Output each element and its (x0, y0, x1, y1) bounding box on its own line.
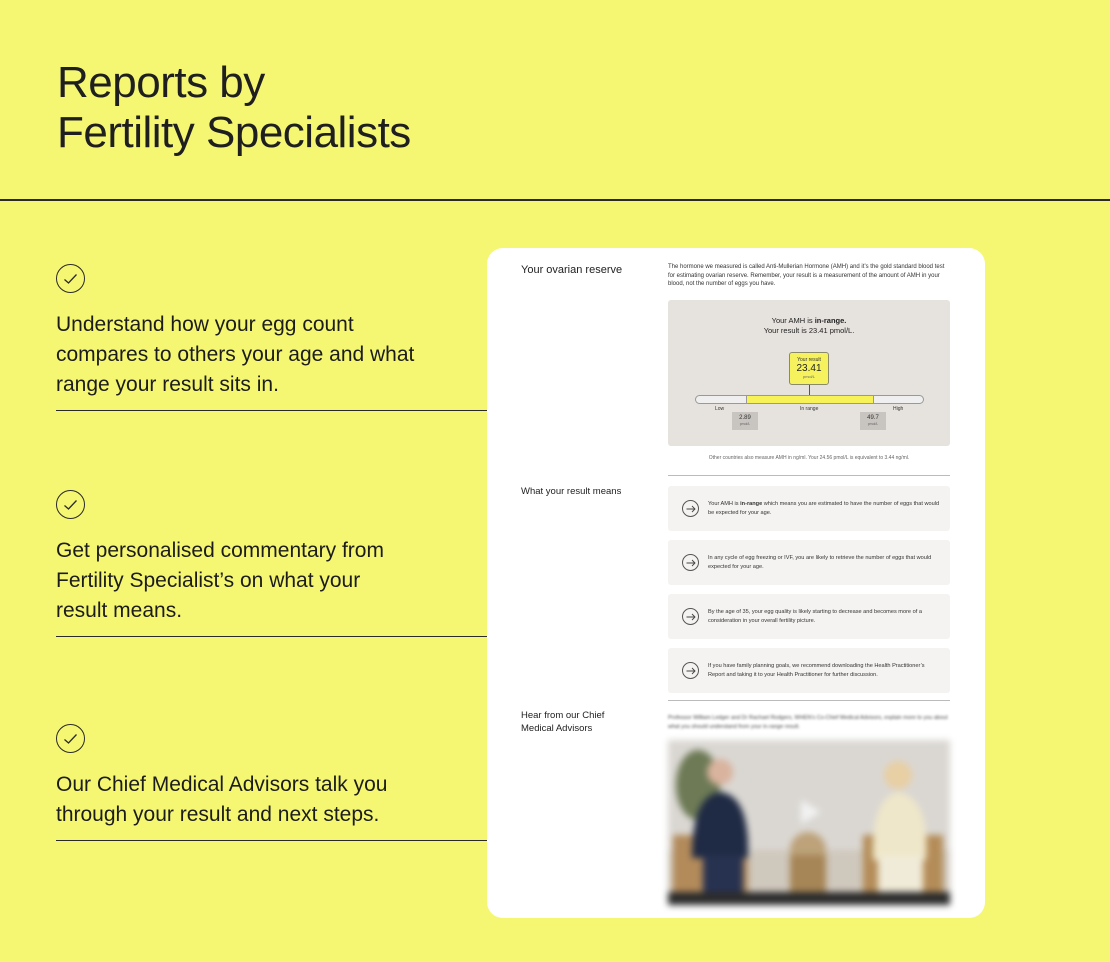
amh-range-box (668, 300, 950, 446)
feature-egg-count (56, 264, 476, 400)
page-title-line-2: Fertility Specialists (57, 108, 411, 157)
report-preview-card (487, 248, 985, 918)
arrow-right-circle-icon (682, 662, 699, 679)
meaning-text: Your AMH is in-range which means you are estimated to have the number of eggs that would be expected for your age. (708, 501, 940, 516)
conversion-note: Other countries also measure AMH in ng/ml. Your 24.56 pmol/L is equivalent to 3.44 ng/ml. (708, 455, 910, 461)
result-meaning-label: What your result means (521, 486, 622, 497)
feature-advisors (56, 724, 476, 830)
meaning-text: In any cycle of egg freezing or IVF, you are likely to retrieve the number of eggs that would expected for your age. (708, 555, 932, 570)
advisor-video[interactable] (668, 740, 950, 905)
meaning-card[interactable] (668, 648, 950, 693)
range-label-low: Low (715, 406, 725, 412)
feature-text: Understand how your egg count compares to others your age and what range your result sits in. (56, 313, 415, 396)
meaning-text: If you have family planning goals, we recommend downloading the Health Practitioner’s Report and taking it to your Health Practitioner for further discussion. (708, 663, 925, 678)
range-label-high: High (893, 406, 904, 412)
result-tag-stem (809, 385, 810, 395)
arrow-right-circle-icon (682, 500, 699, 517)
check-circle-icon (56, 264, 85, 293)
range-label-mid: In range (800, 406, 819, 412)
check-circle-icon (56, 490, 85, 519)
range-bar-in-range (746, 396, 874, 403)
feature-text: Get personalised commentary from Fertility Specialist’s on what your result means. (56, 539, 384, 622)
check-circle-icon (56, 724, 85, 753)
meaning-card[interactable] (668, 594, 950, 639)
advisors-label: Hear from our Chief Medical Advisors (521, 710, 605, 734)
result-tag: Your result 23.41 pmol/L (789, 352, 829, 385)
range-bar (695, 395, 924, 404)
amh-status: Your AMH is in-range. Your result is 23.41 pmol/L. (763, 316, 855, 335)
meaning-card[interactable] (668, 486, 950, 531)
feature-commentary (56, 490, 476, 626)
header-divider (0, 199, 1110, 201)
section-divider (668, 475, 950, 476)
ovarian-reserve-label: Your ovarian reserve (521, 264, 623, 276)
high-bound: 49.7 pmol/L (860, 412, 886, 430)
ovarian-description: The hormone we measured is called Anti-Mullerian Hormone (AMH) and it’s the gold standard blood test for estimating ovarian reserve. Remember, your result is a measurement of the amount of AMH in your blood, not the number of eggs you have. (668, 264, 945, 288)
arrow-right-circle-icon (682, 608, 699, 625)
arrow-right-circle-icon (682, 554, 699, 571)
low-bound: 2.89 pmol/L (732, 412, 758, 430)
page-title (57, 58, 557, 158)
meaning-text: By the age of 35, your egg quality is likely starting to decrease and becomes more of a consideration in your overall fertility picture. (708, 609, 922, 624)
advisors-intro: Professor William Ledger and Dr Rachael Rodgers, WHEN’s Co-Chief Medical Advisors, explain more to you about what you should understand from your in-range result. (668, 715, 948, 730)
page-title-line-1: Reports by (57, 58, 265, 107)
section-divider (668, 700, 950, 701)
meaning-card[interactable] (668, 540, 950, 585)
feature-text: Our Chief Medical Advisors talk you through your result and next steps. (56, 773, 388, 826)
